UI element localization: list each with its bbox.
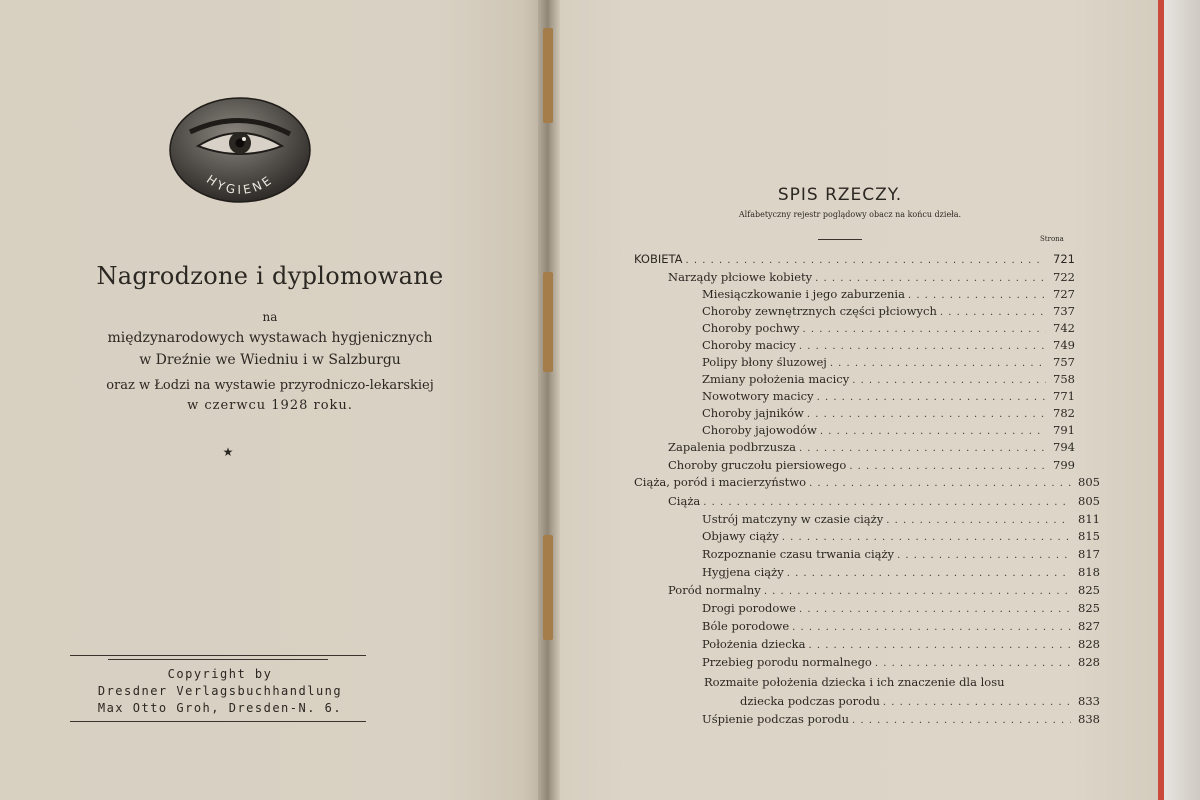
copyright-line-2: Dresdner Verlagsbuchhandlung [97,684,343,698]
dot-leader [808,637,1071,651]
title-divider [818,239,862,240]
toc-entry-label: Objawy ciąży [702,529,779,543]
toc-entry-label: Choroby jajowodów [702,423,817,437]
toc-entry-label: Ustrój matczyny w czasie ciąży [702,512,884,526]
dot-leader [883,694,1071,708]
page-column-label: Strona [1040,235,1064,243]
dot-leader [803,321,1046,335]
toc-entry-page: 791 [1053,423,1075,437]
toc-entry-label: Polipy błony śluzowej [702,355,827,369]
award-line-cities: w Dreźnie we Wiedniu i w Salzburgu [139,352,401,368]
toc-entry-page: 757 [1053,355,1075,369]
toc-entry-label: Zapalenia podbrzusza [668,440,796,454]
toc-entry [702,512,1100,528]
award-line-date: w czerwcu 1928 roku. [187,398,353,413]
toc-entry [702,423,1075,439]
toc-entry-label: Miesiączkowanie i jego zaburzenia [702,287,905,301]
dot-leader [703,494,1071,508]
dot-leader [799,440,1046,454]
toc-entry [702,338,1075,354]
binding-stitch [543,28,553,123]
dot-leader [820,423,1046,437]
dot-leader [792,619,1071,633]
toc-entry-page: 742 [1053,321,1075,335]
dot-leader [830,355,1046,369]
toc-entry-page: 811 [1078,512,1100,526]
dot-leader [807,406,1046,420]
award-line-na: na [262,310,278,324]
toc-entry-page: 827 [1078,619,1100,633]
copyright-line-3: Max Otto Groh, Dresden-N. 6. [97,701,343,715]
binding-stitch [543,535,553,640]
toc-entry-page: 721 [1053,252,1075,266]
dot-leader [815,270,1046,284]
dot-leader [940,304,1046,318]
toc-entry-label: Położenia dziecka [702,637,806,651]
dot-leader [809,475,1071,489]
toc-title: SPIS RZECZY. [777,185,903,205]
binding-stitch [543,272,553,372]
dot-leader [849,458,1046,472]
toc-entry-page: 833 [1078,694,1100,708]
toc-entry [702,565,1100,581]
toc-entry [702,655,1100,671]
background-surface [1164,0,1200,800]
toc-entry-page: 737 [1053,304,1075,318]
toc-entry [702,637,1100,653]
toc-entry [668,458,1075,474]
toc-entry [702,619,1100,635]
toc-entry-page: 828 [1078,637,1100,651]
toc-entry-label: Choroby jajników [702,406,804,420]
toc-entry-page: 727 [1053,287,1075,301]
toc-entry-label: Zmiany położenia macicy [702,372,850,386]
toc-entry [702,406,1075,422]
dot-leader [875,655,1071,669]
toc-entry-label: Ciąża, poród i macierzyństwo [634,475,807,489]
dot-leader [686,252,1046,266]
dot-leader [886,512,1071,526]
toc-entry-label: Choroby gruczołu piersiowego [668,458,847,472]
toc-entry-label: Hygjena ciąży [702,565,784,579]
toc-entry [702,712,1100,728]
dot-leader [852,372,1046,386]
hygiene-eye-seal-icon [168,96,312,204]
star-ornament: ★ [222,445,234,459]
toc-entry [702,372,1075,388]
toc-entry-wrapped-first-line: Rozmaite położenia dziecka i ich znaczenie dla losu [704,675,1005,689]
toc-entry-label: Narządy płciowe kobiety [668,270,813,284]
toc-entry-label: Choroby pochwy [702,321,800,335]
toc-entry [702,321,1075,337]
copyright-line-1: Copyright by [167,667,273,681]
toc-entry-page: 805 [1078,494,1100,508]
toc-entry-page: 817 [1078,547,1100,561]
dot-leader [817,389,1046,403]
award-heading: Nagrodzone i dyplomowane [96,262,444,290]
toc-entry-page: 782 [1053,406,1075,420]
toc-entry-label: Ciąża [668,494,701,508]
toc-entry-page: 722 [1053,270,1075,284]
toc-entry-page: 815 [1078,529,1100,543]
toc-entry-page: 825 [1078,601,1100,615]
toc-entry-page: 825 [1078,583,1100,597]
toc-entry-label: dziecka podczas porodu [740,694,880,708]
toc-subtitle: Alfabetyczny rejestr poglądowy obacz na końcu dzieła. [738,210,962,219]
toc-entry-label: Choroby zewnętrznych części płciowych [702,304,937,318]
dot-leader [787,565,1071,579]
toc-entry [668,270,1075,286]
toc-entry-page: 749 [1053,338,1075,352]
award-line-lodz: oraz w Łodzi na wystawie przyrodniczo-lekarskiej [106,378,434,393]
toc-entry-page: 838 [1078,712,1100,726]
toc-entry [702,287,1075,303]
toc-entry-page: 828 [1078,655,1100,669]
copyright-rule-bottom [70,721,366,722]
toc-entry [668,494,1100,510]
toc-entry-label: Przebieg porodu normalnego [702,655,872,669]
seal-text: HYGIENE [203,172,277,197]
toc-entry-page: 799 [1053,458,1075,472]
toc-entry-label: KOBIETA [634,252,683,266]
toc-entry [634,252,1075,268]
toc-entry-label: Drogi porodowe [702,601,796,615]
toc-entry [740,694,1100,710]
award-line-exhibitions: międzynarodowych wystawach hygjenicznych [107,330,433,346]
toc-entry [702,601,1100,617]
dot-leader [782,529,1071,543]
toc-entry-page: 771 [1053,389,1075,403]
toc-entry [702,355,1075,371]
toc-entry-page: 794 [1053,440,1075,454]
copyright-rule-top [70,655,366,656]
toc-entry-label: Rozpoznanie czasu trwania ciąży [702,547,895,561]
toc-entry-page: 805 [1078,475,1100,489]
toc-entry [702,529,1100,545]
toc-entry [702,547,1100,563]
dot-leader [799,601,1071,615]
toc-entry [702,389,1075,405]
toc-entry-label: Bóle porodowe [702,619,790,633]
dot-leader [799,338,1046,352]
toc-entry-label: Nowotwory macicy [702,389,814,403]
toc-entry [634,475,1100,491]
toc-entry [702,304,1075,320]
toc-entry [668,583,1100,599]
toc-entry-page: 818 [1078,565,1100,579]
dot-leader [764,583,1071,597]
dot-leader [852,712,1071,726]
dot-leader [908,287,1046,301]
toc-entry-label: Choroby macicy [702,338,796,352]
toc-entry-page: 758 [1053,372,1075,386]
copyright-rule-top-inner [108,659,328,660]
toc-entry-label: Uśpienie podczas porodu [702,712,850,726]
toc-entry [668,440,1075,456]
toc-entry-label: Poród normalny [668,583,761,597]
dot-leader [897,547,1071,561]
